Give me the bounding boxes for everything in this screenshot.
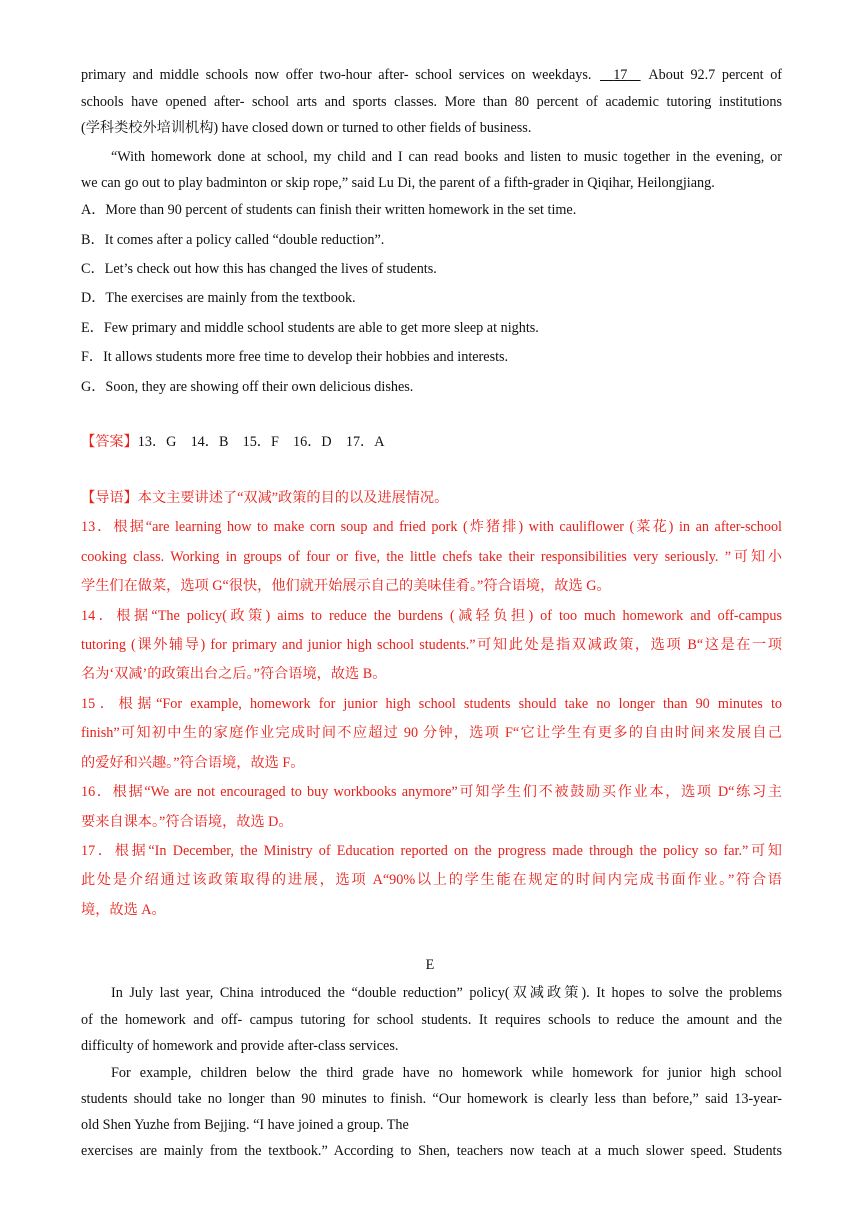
option-a: A．More than 90 percent of students can finish their written homework in the set time. [81, 202, 577, 218]
passage-line: “With homework done at school, my child and I can read books and listen to music together in the evening, or [111, 149, 782, 165]
passage-line: of the homework and off- campus tutoring for school students. It requires schools to reduce the amount and the [81, 1012, 782, 1028]
blank-17 [598, 67, 643, 83]
explanation-line: 名为‘双减’的政策出台之后。”符合语境，故选 B。 [81, 666, 387, 682]
passage-line: schools have opened after- school arts and sports classes. More than 80 percent of academic tutoring institutions [81, 94, 782, 110]
passage-line: (学科类校外培训机构) have closed down or turned to other fields of business. [81, 120, 532, 136]
option-b: B．It comes after a policy called “double reduction”. [81, 232, 385, 248]
answer-line [81, 432, 782, 452]
passage-line: students should take no longer than 90 minutes to finish. “Our homework is clearly less than before,” said 13-year- [81, 1091, 782, 1107]
section-title: E [425, 957, 435, 973]
guide-line [81, 488, 782, 508]
answer-tag: 【答案】 [81, 434, 138, 450]
passage-text: primary and middle schools now offer two-hour after- school services on weekdays. [81, 67, 592, 83]
option-g: G．Soon, they are showing off their own delicious dishes. [81, 379, 414, 395]
explanation-line: 的爱好和兴趣。”符合语境，故选 F。 [81, 755, 305, 771]
guide-text: 本文主要讲述了“双减”政策的目的以及进展情况。 [137, 490, 449, 506]
explanation-line: 要来自课本。”符合语境，故选 D。 [81, 814, 293, 830]
explanation-line: tutoring (课外辅导) for primary and junior high school students.”可知此处是指双减政策，选项 B“这是在一项 [81, 637, 782, 653]
passage-line: old Shen Yuzhe from Bejjing. “I have joined a group. The [81, 1117, 409, 1133]
option-c: C．Let’s check out how this has changed the lives of students. [81, 261, 437, 277]
option-d: D．The exercises are mainly from the textbook. [81, 290, 356, 306]
answer-text: 13．G 14．B 15．F 16．D 17．A [137, 434, 385, 450]
passage-line: For example, children below the third grade have no homework while homework for junior high school [111, 1065, 782, 1081]
explanation-line: finish”可知初中生的家庭作业完成时间不应超过 90 分钟，选项 F“它让学生有更多的自由时间来发展自己 [81, 725, 782, 741]
explanation-line: 13．根据“are learning how to make corn soup and fried pork (炸猪排) with cauliflower (菜花) in an after-school [81, 519, 782, 535]
explanation-line: 学生们在做菜，选项 G“很快，他们就开始展示自己的美味佳肴。”符合语境，故选 G。 [81, 578, 611, 594]
passage-line: we can go out to play badminton or skip rope,” said Lu Di, the parent of a fifth-grader in Qiqihar, Heilongjiang. [81, 175, 715, 191]
explanation-line: 14．根据“The policy(政策) aims to reduce the burdens (减轻负担) of too much homework and off-campus [81, 608, 782, 624]
passage-line: difficulty of homework and provide after-class services. [81, 1038, 399, 1054]
blank-number: 17 [613, 67, 628, 83]
option-e: E．Few primary and middle school students are able to get more sleep at nights. [81, 320, 539, 336]
passage-text: About 92.7 percent of [648, 67, 783, 83]
guide-tag: 【导语】 [81, 490, 138, 506]
passage-line: exercises are mainly from the textbook.” According to Shen, teachers now teach at a much slower speed. Students [81, 1143, 782, 1159]
passage-line [81, 65, 782, 85]
explanation-line: 此处是介绍通过该政策取得的进展，选项 A“90%以上的学生能在规定的时间内完成书面作业。”符合语 [81, 872, 782, 888]
explanation-line: cooking class. Working in groups of four or five, the little chefs take their responsibilities very seriously. ”可知小 [81, 549, 782, 565]
explanation-line: 境，故选 A。 [81, 902, 166, 918]
explanation-line: 15．根据“For example, homework for junior high school students should take no longer than 90 minutes to [81, 696, 782, 712]
passage-line: In July last year, China introduced the “double reduction” policy(双减政策). It hopes to solve the problems [111, 985, 782, 1001]
explanation-line: 16．根据“We are not encouraged to buy workbooks anymore”可知学生们不被鼓励买作业本，选项 D“练习主 [81, 784, 782, 800]
option-f: F．It allows students more free time to develop their hobbies and interests. [81, 349, 509, 365]
explanation-line: 17．根据“In December, the Ministry of Education reported on the progress made through the policy so far.”可知 [81, 843, 782, 859]
